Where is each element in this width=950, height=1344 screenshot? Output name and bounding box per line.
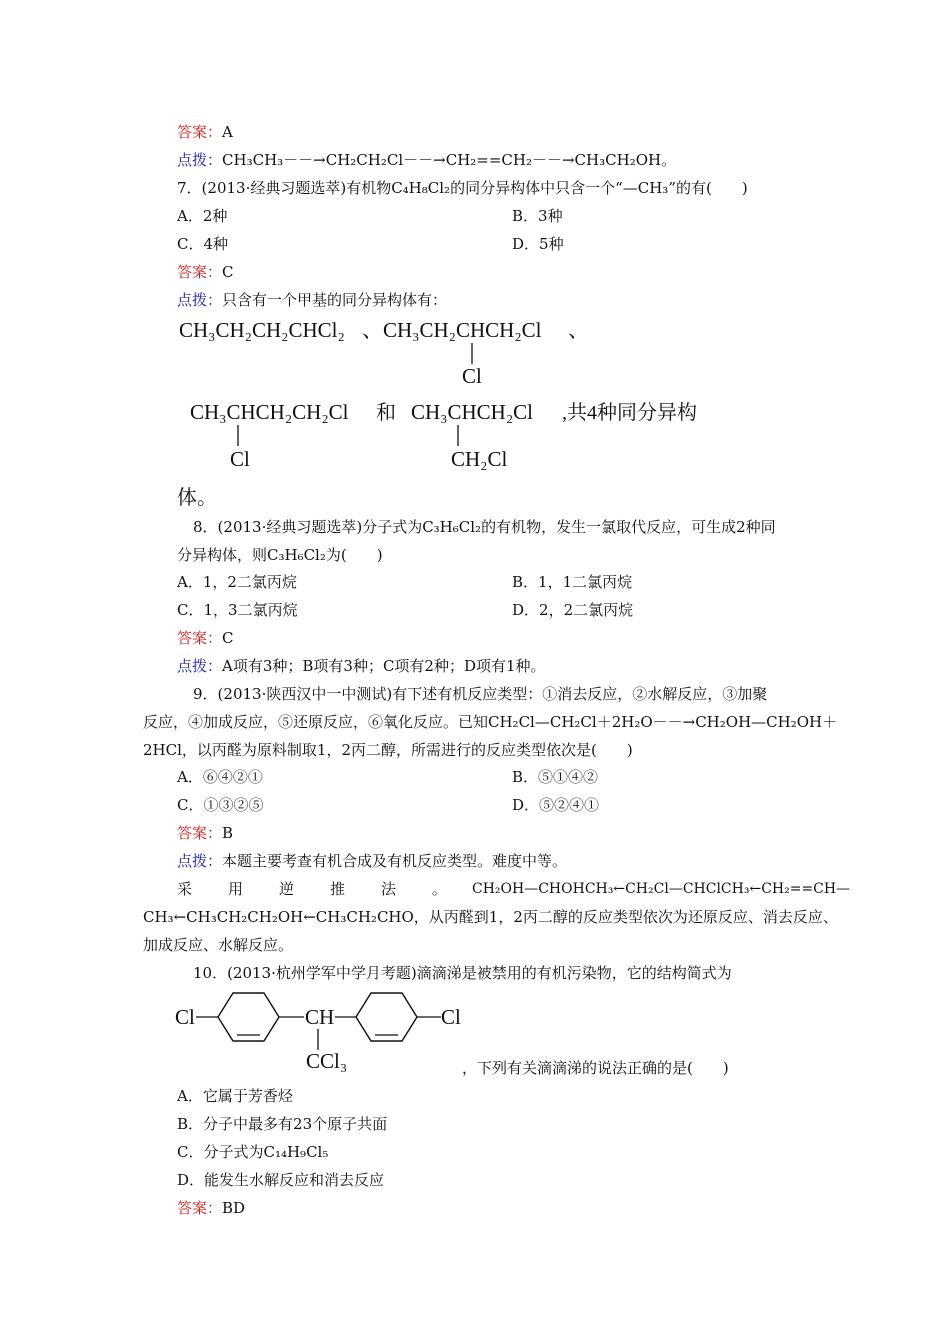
q10-stem-tail: ，下列有关滴滴涕的说法正确的是( ) xyxy=(462,1059,729,1077)
q10-option-d: D．能发生水解反应和消去反应 xyxy=(177,1171,385,1189)
hint-label: 点拨： xyxy=(177,657,223,675)
struct-4-substituent: CH₂Cl xyxy=(451,447,508,471)
q8-option-c: C．1，3二氯丙烷 xyxy=(177,601,298,619)
hint-text: CH₃CH₃－－→CH₂CH₂Cl－－→CH₂==CH₂－－→CH₃CH₂OH。 xyxy=(222,151,677,169)
ddt-right-cl: Cl xyxy=(441,1005,461,1029)
struct-tail-text: ,共4种同分异构 xyxy=(562,402,697,424)
struct-3-formula: CH₃CHCH₂CH₂Cl xyxy=(190,400,349,424)
hint-label: 点拨： xyxy=(177,151,223,169)
hint-text: 只含有一个甲基的同分异构体有： xyxy=(222,291,448,309)
q9-option-a: A．⑥④②① xyxy=(177,768,263,786)
word: 采 xyxy=(177,880,193,898)
q9-option-b: B．⑤①④② xyxy=(512,768,599,786)
q7-option-b: B．3种 xyxy=(512,207,563,225)
word: 。 xyxy=(431,880,447,898)
q9-stem-line3: 2HCl，以丙醛为原料制取1，2丙二醇，所需进行的反应类型依次是( ) xyxy=(143,741,633,759)
answer-label: 答案： xyxy=(177,824,223,842)
struct-1-formula: CH₃CH₂CH₂CHCl₂ xyxy=(179,318,345,342)
word: 法 xyxy=(380,880,396,898)
q7-stem: 7．(2013·经典习题选萃)有机物C₄H₈Cl₂的同分异构体中只含一个“—CH₃”的有( ) xyxy=(177,179,748,197)
q10-option-a: A．它属于芳香烃 xyxy=(177,1087,293,1105)
q9-option-d: D．⑤②④① xyxy=(512,796,600,814)
ddt-center-ch: CH xyxy=(305,1005,335,1029)
q9-option-c: C．①③②⑤ xyxy=(177,796,264,814)
hint-label: 点拨： xyxy=(177,291,223,309)
q7-option-d: D．5种 xyxy=(512,235,564,253)
q9-stem-line1: 9．(2013·陕西汉中一中测试)有下述有机反应类型：①消去反应，②水解反应，③加聚 xyxy=(193,685,768,703)
struct-4-formula: CH₃CHCH₂Cl xyxy=(411,400,534,424)
struct-3-substituent: Cl xyxy=(230,447,250,471)
benzene-ring-right xyxy=(356,993,417,1041)
q10-answer xyxy=(177,1198,245,1218)
separator-2: 、 xyxy=(568,318,589,342)
struct-tail-text-2: 体。 xyxy=(177,487,217,509)
q9-explanation-line2: CH₃←CH₃CH₂CH₂OH←CH₃CH₂CHO，从丙醛到1，2丙二醇的反应类型依次为还原反应、消去反应、 xyxy=(143,908,838,926)
answer-label: 答案： xyxy=(177,629,223,647)
q8-option-b: B．1，1二氯丙烷 xyxy=(512,573,633,591)
q9-explanation-chain: CH₂OH—CHOHCH₃←CH₂Cl—CHClCH₃←CH₂==CH— xyxy=(472,881,851,897)
answer-value: BD xyxy=(222,1199,246,1217)
answer-value: C xyxy=(222,629,234,647)
separator-1: 、 xyxy=(362,318,383,342)
q10-option-c: C．分子式为C₁₄H₉Cl₅ xyxy=(177,1143,329,1161)
word: 用 xyxy=(227,880,243,898)
hint-label: 点拨： xyxy=(177,852,223,870)
answer-value: B xyxy=(222,824,234,842)
struct-2-formula: CH₃CH₂CHCH₂Cl xyxy=(383,318,542,342)
q8-stem-line2: 分异构体，则C₃H₆Cl₂为( ) xyxy=(177,546,383,564)
hint-text: A项有3种；B项有3种；C项有2种；D项有1种。 xyxy=(222,657,546,675)
q9-stem-line2: 反应，④加成反应，⑤还原反应，⑥氧化反应。已知CH₂Cl—CH₂Cl＋2H₂O－－→CH₂OH—CH₂OH＋ xyxy=(143,713,838,731)
answer-label: 答案： xyxy=(177,1199,223,1217)
answer-value: A xyxy=(222,123,233,141)
ddt-ccl3: CCl₃ xyxy=(306,1049,348,1073)
answer-value: C xyxy=(222,263,234,281)
benzene-ring-left xyxy=(218,993,279,1041)
q7-option-a: A．2种 xyxy=(177,207,228,225)
q9-explanation-line3: 加成反应、水解反应。 xyxy=(143,936,294,954)
word: 逆 xyxy=(278,880,294,898)
q8-option-a: A．1，2二氯丙烷 xyxy=(177,573,297,591)
word: 推 xyxy=(329,880,345,898)
answer-label: 答案： xyxy=(177,123,223,141)
q10-stem: 10．(2013·杭州学军中学月考题)滴滴涕是被禁用的有机污染物，它的结构简式为 xyxy=(193,964,732,982)
struct-2-substituent: Cl xyxy=(462,364,482,388)
and-word: 和 xyxy=(376,402,396,424)
q8-stem-line1: 8．(2013·经典习题选萃)分子式为C₃H₆Cl₂的有机物，发生一氯取代反应，可生成2种同 xyxy=(193,518,776,536)
hint-text: 本题主要考查有机合成及有机反应类型。难度中等。 xyxy=(222,852,568,870)
q7-option-c: C．4种 xyxy=(177,235,229,253)
q10-option-b: B．分子中最多有23个原子共面 xyxy=(177,1115,388,1133)
q8-option-d: D．2，2二氯丙烷 xyxy=(512,601,634,619)
ddt-left-cl: Cl xyxy=(175,1005,195,1029)
answer-label: 答案： xyxy=(177,263,223,281)
